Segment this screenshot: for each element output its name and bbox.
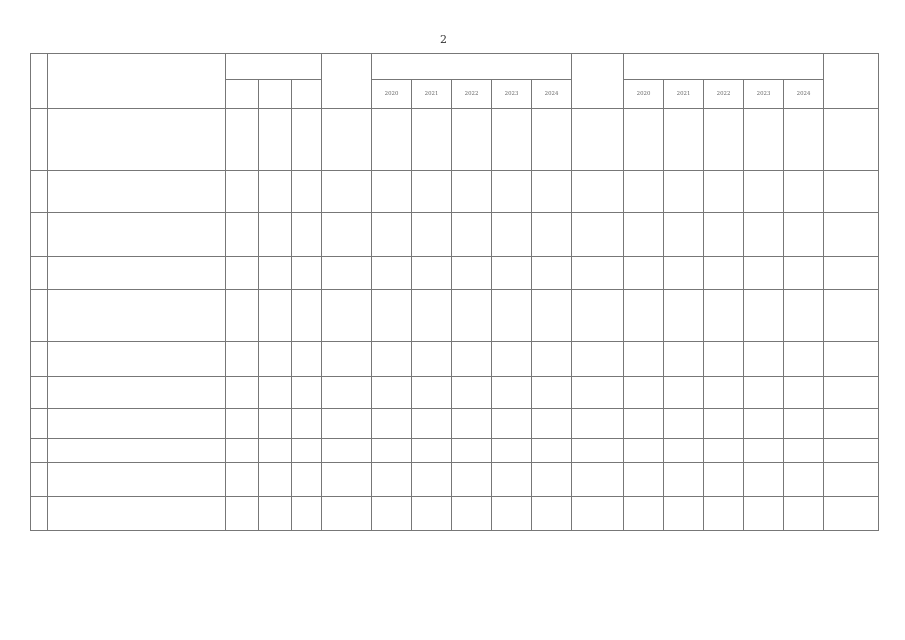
row-name xyxy=(48,439,226,463)
row-power-2023 xyxy=(744,463,784,497)
row-capital-2020 xyxy=(372,171,412,213)
row-capital-2020 xyxy=(372,342,412,377)
row-power-2020 xyxy=(624,213,664,257)
row-q1 xyxy=(226,409,259,439)
header-name xyxy=(48,54,226,109)
header-capital-group xyxy=(372,54,572,80)
row-capital-2023 xyxy=(492,463,532,497)
row-capital-2022 xyxy=(452,342,492,377)
row-capital-2022 xyxy=(452,257,492,290)
row-value xyxy=(572,497,624,531)
row-power-2022 xyxy=(704,109,744,171)
row-capital-2024 xyxy=(532,213,572,257)
row-power-2021 xyxy=(664,439,704,463)
row-q3 xyxy=(292,409,322,439)
table-row xyxy=(31,109,879,171)
header-no xyxy=(31,54,48,109)
row-power-2022 xyxy=(704,377,744,409)
row-power-2021 xyxy=(664,213,704,257)
row-capital-2021 xyxy=(412,213,452,257)
table-row xyxy=(31,439,879,463)
row-load xyxy=(824,109,879,171)
row-no xyxy=(31,497,48,531)
row-power-2022 xyxy=(704,257,744,290)
row-capital-2021 xyxy=(412,497,452,531)
row-q3 xyxy=(292,439,322,463)
row-capital-2023 xyxy=(492,439,532,463)
row-q1 xyxy=(226,342,259,377)
row-q2 xyxy=(259,463,292,497)
row-power-2022 xyxy=(704,290,744,342)
row-q3 xyxy=(292,463,322,497)
header-quantity-sub xyxy=(259,80,292,109)
row-power-2023 xyxy=(744,171,784,213)
row-power-2023 xyxy=(744,109,784,171)
row-name xyxy=(48,342,226,377)
row-name xyxy=(48,257,226,290)
row-capital-2021 xyxy=(412,109,452,171)
row-value xyxy=(572,290,624,342)
row-capital-2020 xyxy=(372,463,412,497)
row-q1 xyxy=(226,257,259,290)
row-no xyxy=(31,171,48,213)
row-name xyxy=(48,463,226,497)
row-q3 xyxy=(292,109,322,171)
row-cost xyxy=(322,290,372,342)
row-value xyxy=(572,171,624,213)
row-capital-2024 xyxy=(532,257,572,290)
row-cost xyxy=(322,439,372,463)
row-power-2020 xyxy=(624,257,664,290)
header-quantity-group xyxy=(226,54,322,80)
header-load xyxy=(824,54,879,109)
row-no xyxy=(31,213,48,257)
header-power-year: 2023 xyxy=(744,80,784,109)
row-value xyxy=(572,377,624,409)
row-power-2023 xyxy=(744,342,784,377)
row-capital-2020 xyxy=(372,213,412,257)
row-q1 xyxy=(226,377,259,409)
row-capital-2023 xyxy=(492,409,532,439)
row-no xyxy=(31,257,48,290)
row-capital-2023 xyxy=(492,497,532,531)
row-capital-2023 xyxy=(492,213,532,257)
row-power-2020 xyxy=(624,409,664,439)
row-cost xyxy=(322,257,372,290)
row-power-2021 xyxy=(664,257,704,290)
row-capital-2024 xyxy=(532,439,572,463)
document-sheet xyxy=(30,53,878,630)
row-name xyxy=(48,290,226,342)
row-q3 xyxy=(292,497,322,531)
row-q2 xyxy=(259,377,292,409)
row-name xyxy=(48,409,226,439)
row-power-2022 xyxy=(704,497,744,531)
row-capital-2022 xyxy=(452,439,492,463)
row-q2 xyxy=(259,409,292,439)
row-capital-2024 xyxy=(532,497,572,531)
row-value xyxy=(572,439,624,463)
row-q1 xyxy=(226,290,259,342)
row-no xyxy=(31,439,48,463)
row-capital-2024 xyxy=(532,290,572,342)
row-cost xyxy=(322,497,372,531)
table-row xyxy=(31,463,879,497)
row-capital-2020 xyxy=(372,497,412,531)
row-power-2020 xyxy=(624,463,664,497)
table-row xyxy=(31,257,879,290)
page-number: 2 xyxy=(440,33,447,46)
row-q1 xyxy=(226,497,259,531)
row-capital-2023 xyxy=(492,171,532,213)
row-load xyxy=(824,439,879,463)
header-capital-year: 2021 xyxy=(412,80,452,109)
row-value xyxy=(572,342,624,377)
row-power-2023 xyxy=(744,409,784,439)
row-capital-2023 xyxy=(492,109,532,171)
row-power-2022 xyxy=(704,409,744,439)
row-power-2024 xyxy=(784,109,824,171)
row-capital-2022 xyxy=(452,290,492,342)
row-capital-2024 xyxy=(532,342,572,377)
row-power-2024 xyxy=(784,497,824,531)
row-power-2020 xyxy=(624,171,664,213)
row-q3 xyxy=(292,377,322,409)
row-name xyxy=(48,497,226,531)
row-capital-2023 xyxy=(492,290,532,342)
row-q2 xyxy=(259,290,292,342)
row-name xyxy=(48,109,226,171)
row-load xyxy=(824,171,879,213)
row-power-2021 xyxy=(664,290,704,342)
row-capital-2020 xyxy=(372,257,412,290)
row-q2 xyxy=(259,257,292,290)
table-body xyxy=(31,109,879,531)
row-power-2024 xyxy=(784,377,824,409)
row-capital-2021 xyxy=(412,409,452,439)
row-capital-2022 xyxy=(452,497,492,531)
row-q3 xyxy=(292,257,322,290)
row-value xyxy=(572,409,624,439)
row-power-2020 xyxy=(624,342,664,377)
row-q3 xyxy=(292,171,322,213)
row-value xyxy=(572,463,624,497)
row-q2 xyxy=(259,342,292,377)
row-capital-2022 xyxy=(452,171,492,213)
row-capital-2023 xyxy=(492,342,532,377)
row-no xyxy=(31,342,48,377)
row-no xyxy=(31,109,48,171)
row-cost xyxy=(322,409,372,439)
header-capital-year: 2024 xyxy=(532,80,572,109)
row-load xyxy=(824,290,879,342)
row-capital-2024 xyxy=(532,463,572,497)
row-capital-2024 xyxy=(532,171,572,213)
row-no xyxy=(31,463,48,497)
row-value xyxy=(572,213,624,257)
row-q1 xyxy=(226,213,259,257)
row-power-2022 xyxy=(704,439,744,463)
header-power-year: 2022 xyxy=(704,80,744,109)
table-row xyxy=(31,497,879,531)
table-row xyxy=(31,171,879,213)
row-cost xyxy=(322,342,372,377)
row-value xyxy=(572,109,624,171)
row-q3 xyxy=(292,213,322,257)
header-capital-year: 2023 xyxy=(492,80,532,109)
row-power-2022 xyxy=(704,463,744,497)
row-capital-2021 xyxy=(412,439,452,463)
row-power-2022 xyxy=(704,342,744,377)
row-cost xyxy=(322,213,372,257)
row-q1 xyxy=(226,463,259,497)
row-q2 xyxy=(259,439,292,463)
row-power-2022 xyxy=(704,171,744,213)
row-power-2020 xyxy=(624,439,664,463)
row-load xyxy=(824,463,879,497)
table-row xyxy=(31,290,879,342)
row-capital-2021 xyxy=(412,463,452,497)
row-capital-2022 xyxy=(452,213,492,257)
row-power-2022 xyxy=(704,213,744,257)
row-load xyxy=(824,342,879,377)
header-capital-year: 2022 xyxy=(452,80,492,109)
row-load xyxy=(824,409,879,439)
row-power-2020 xyxy=(624,109,664,171)
table-row xyxy=(31,377,879,409)
row-name xyxy=(48,171,226,213)
row-power-2021 xyxy=(664,377,704,409)
header-power-group xyxy=(624,54,824,80)
row-name xyxy=(48,377,226,409)
row-capital-2021 xyxy=(412,290,452,342)
row-cost xyxy=(322,171,372,213)
row-capital-2021 xyxy=(412,171,452,213)
row-power-2024 xyxy=(784,257,824,290)
row-power-2021 xyxy=(664,409,704,439)
header-cost xyxy=(322,54,372,109)
row-capital-2022 xyxy=(452,377,492,409)
row-power-2023 xyxy=(744,257,784,290)
row-no xyxy=(31,409,48,439)
row-power-2020 xyxy=(624,290,664,342)
row-value xyxy=(572,257,624,290)
row-capital-2024 xyxy=(532,377,572,409)
row-capital-2022 xyxy=(452,109,492,171)
row-load xyxy=(824,377,879,409)
row-load xyxy=(824,497,879,531)
row-capital-2020 xyxy=(372,377,412,409)
row-capital-2022 xyxy=(452,463,492,497)
row-power-2023 xyxy=(744,213,784,257)
row-capital-2020 xyxy=(372,290,412,342)
header-row-1 xyxy=(31,54,879,80)
row-capital-2020 xyxy=(372,439,412,463)
row-power-2023 xyxy=(744,439,784,463)
header-capital-year: 2020 xyxy=(372,80,412,109)
row-power-2024 xyxy=(784,290,824,342)
row-power-2020 xyxy=(624,497,664,531)
row-power-2020 xyxy=(624,377,664,409)
row-q1 xyxy=(226,109,259,171)
row-q2 xyxy=(259,171,292,213)
row-power-2021 xyxy=(664,497,704,531)
row-no xyxy=(31,377,48,409)
row-power-2023 xyxy=(744,377,784,409)
row-cost xyxy=(322,463,372,497)
row-no xyxy=(31,290,48,342)
row-power-2024 xyxy=(784,463,824,497)
header-quantity-sub xyxy=(226,80,259,109)
row-cost xyxy=(322,109,372,171)
row-cost xyxy=(322,377,372,409)
header-power-year: 2020 xyxy=(624,80,664,109)
row-capital-2021 xyxy=(412,257,452,290)
row-capital-2024 xyxy=(532,409,572,439)
row-q2 xyxy=(259,213,292,257)
row-power-2023 xyxy=(744,290,784,342)
row-load xyxy=(824,213,879,257)
table-row xyxy=(31,342,879,377)
row-q1 xyxy=(226,439,259,463)
row-power-2021 xyxy=(664,171,704,213)
header-value xyxy=(572,54,624,109)
header-power-year: 2021 xyxy=(664,80,704,109)
row-power-2024 xyxy=(784,439,824,463)
row-q1 xyxy=(226,171,259,213)
row-power-2023 xyxy=(744,497,784,531)
row-capital-2024 xyxy=(532,109,572,171)
row-power-2024 xyxy=(784,213,824,257)
row-power-2024 xyxy=(784,171,824,213)
header-power-year: 2024 xyxy=(784,80,824,109)
row-capital-2021 xyxy=(412,377,452,409)
row-q3 xyxy=(292,290,322,342)
row-capital-2020 xyxy=(372,109,412,171)
row-capital-2021 xyxy=(412,342,452,377)
row-name xyxy=(48,213,226,257)
row-power-2024 xyxy=(784,409,824,439)
header-quantity-sub xyxy=(292,80,322,109)
row-power-2021 xyxy=(664,463,704,497)
row-capital-2023 xyxy=(492,377,532,409)
row-q2 xyxy=(259,109,292,171)
row-q3 xyxy=(292,342,322,377)
row-q2 xyxy=(259,497,292,531)
row-power-2024 xyxy=(784,342,824,377)
row-power-2021 xyxy=(664,342,704,377)
construction-table xyxy=(30,53,879,531)
row-capital-2022 xyxy=(452,409,492,439)
row-capital-2020 xyxy=(372,409,412,439)
table-row xyxy=(31,409,879,439)
row-load xyxy=(824,257,879,290)
row-power-2021 xyxy=(664,109,704,171)
row-capital-2023 xyxy=(492,257,532,290)
table-row xyxy=(31,213,879,257)
